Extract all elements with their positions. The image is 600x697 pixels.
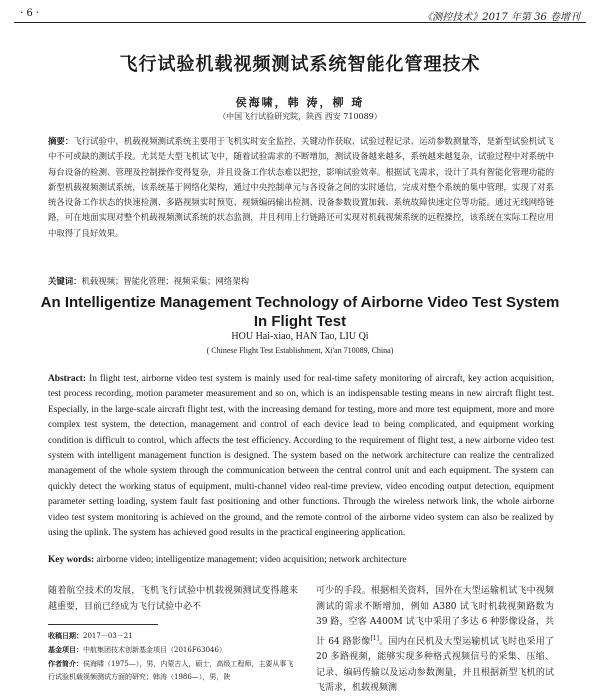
page-number: · 6 · bbox=[20, 8, 40, 19]
abstract-english-label: Abstract: bbox=[48, 374, 87, 384]
abstract-english bbox=[48, 372, 554, 541]
footnote-rule bbox=[48, 624, 158, 625]
abstract-chinese bbox=[48, 134, 554, 241]
keywords-chinese bbox=[48, 275, 554, 287]
title-english: An Intelligentize Management Technology of Airborne Video Test System In Flight Test bbox=[40, 294, 560, 330]
abstract-chinese-label: 摘要： bbox=[48, 136, 74, 146]
abstract-chinese-text: 飞行试验中，机载视频测试系统主要用于飞机实时安全监控、关键动作获取、试验过程记录、运动参数测量等，是新型试验机试飞中不可或缺的测试手段。尤其是大型飞机试飞中，随着试验需求的不断增加，测试设备越来越多，系统越来越复杂，试验过程中对系统中每台设备的检测、管理及控制操作变得复杂，并且设备工作状态难以把控，影响试验效率。根据试飞需求，设计了具有智能化管理功能的新型机载视频测试系统，该系统基于网络化架构，通过中央控制单元与各设备之间的实时通信，完成对整个系统的集中管理，实现了对系统各设备工作状态的快速检测、多路视频实时预览、视频编码输出检测、设备参数设置加载、系统故障快速定位等功能。通过无线网络链路，可在地面实现对整个机载视频测试系统的状态监测，并且利用上行链路还可实现对机载视频系统的远程操控，该系统在实际工程应用中取得了良好效果。 bbox=[48, 136, 555, 238]
citation-ref: [1] bbox=[370, 634, 379, 642]
keywords-chinese-label: 关键词： bbox=[48, 276, 82, 286]
journal-name: 《测控技术》2017 年第 36 卷增刊 bbox=[422, 12, 580, 23]
body-text-right-part2: 。国内在民机及大型运输机试飞时也采用了 20 多路视频，能够实现多种格式视频信号的采集、压缩、记录、编码传输以及运动参数测量，并且根据新型飞机的试飞需求，机载视频测 bbox=[316, 636, 554, 693]
body-text-left: 随着航空技术的发展，飞机飞行试验中机载视频测试变得越来越重要，目前已经成为飞行试验中必不 bbox=[48, 586, 298, 612]
received-date: 收稿日期：2017－03－21 bbox=[48, 631, 133, 640]
author-bio: 作者简介：侯海啸（1975—），男，内蒙古人，硕士，高级工程师，主要从事飞行试验机载视频测试方面的研究；韩涛（1986—），男，陕 bbox=[48, 659, 294, 681]
keywords-english-label: Key words: bbox=[48, 555, 95, 565]
fund-project: 基金项目：中航集团技术创新基金项目（2016F63046） bbox=[48, 645, 226, 654]
body-text-right bbox=[316, 584, 554, 697]
authors-english: HOU Hai-xiao, HAN Tao, LIU Qi bbox=[231, 331, 369, 342]
body-text-right-part1: 可少的手段。根据相关资料，国外在大型运输机试飞中视频测试的需求不断增加，例如 A380 试飞时机载视频路数为 39 路，空客 A400M 试飞中采用了多达 6 种影像设备，共计 64 路影像 bbox=[316, 586, 554, 647]
title-chinese: 飞行试验机载视频测试系统智能化管理技术 bbox=[119, 54, 481, 75]
running-header bbox=[14, 6, 586, 23]
footnotes bbox=[48, 629, 298, 684]
affiliation-english: ( Chinese Flight Test Establishment, Xi'an 710089, China) bbox=[206, 346, 394, 355]
abstract-english-text: In flight test, airborne video test system is mainly used for real-time safety monitoring of aircraft, key action acquisition, test process recording, motion parameter measurement and so on, which is an indispensable testing means in new aircraft flight test. Especially, in the large-scale aircraft flight test, with the increasing demand for testing, more and more test equipment, more and more complex test system, the detection, management and control of each device lead to being complicated, and equipment working condition is difficult to control, which affects the test efficiency. According to the requirement of flight test, a new airborne video test system with intelligent management function is designed. The system based on the network architecture can realize the centralized management of the whole system through the communication between the central control unit and each equipment. The system can quickly detect the working status of equipment, multi-channel video real-time preview, video encoding output detection, equipment parameter setting loading, system fault fast positioning and other functions. Through the wireless network link, the whole airborne video test system monitoring is achieved on the ground, and the remote control of the airborne video system can also be realized by using the uplink. The system has achieved good results in the practical engineering application. bbox=[48, 374, 554, 539]
keywords-english-text: airborne video; intelligentize management; video acquisition; network architecture bbox=[96, 555, 407, 565]
keywords-chinese-text: 机载视频；智能化管理；视频采集；网络架构 bbox=[81, 276, 249, 286]
affiliation-chinese: （中国飞行试验研究院，陕西 西安 710089） bbox=[218, 112, 382, 121]
authors-chinese: 侯海啸，韩 涛，柳 琦 bbox=[235, 96, 365, 109]
keywords-english bbox=[48, 555, 554, 565]
